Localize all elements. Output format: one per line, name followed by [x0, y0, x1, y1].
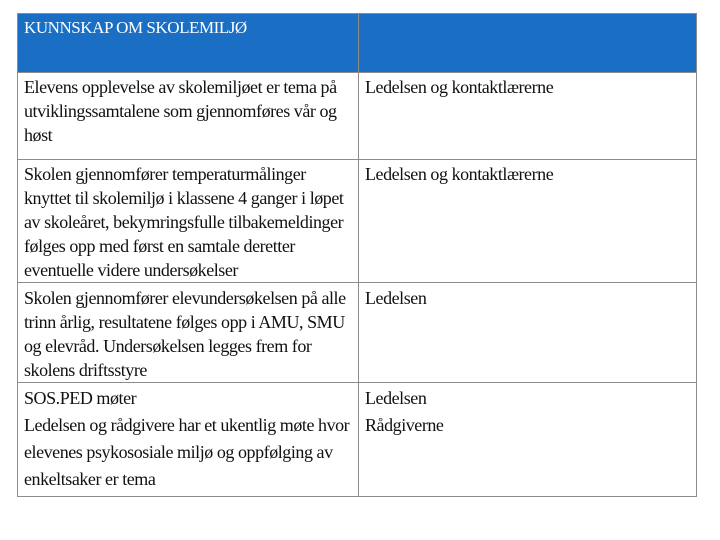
- table-row: [18, 160, 697, 283]
- responsible-text: Ledelsen og kontaktlærerne: [365, 77, 554, 97]
- measure-text: Skolen gjennomfører temperaturmålinger knyttet til skolemiljø i klassene 4 ganger i løpet av skoleåret, bekymringsfulle tilbakemeldinger følges opp med først en samtale deretter eventuelle videre undersøkelser: [24, 164, 344, 280]
- measure-text: Skolen gjennomfører elevundersøkelsen på alle trinn årlig, resultatene følges opp i AMU, SMU og elevråd. Undersøkelsen legges frem for skolens driftsstyre: [24, 288, 346, 380]
- table-row: [18, 383, 697, 497]
- header-title: KUNNSKAP OM SKOLEMILJØ: [24, 18, 247, 37]
- measure-title: SOS.PED møter: [24, 388, 137, 408]
- table-header-row: [18, 14, 697, 73]
- responsible-text-line-2: Rådgiverne: [365, 415, 444, 435]
- measure-cell: [18, 383, 359, 497]
- responsible-text: Ledelsen: [365, 288, 427, 308]
- school-environment-table: [17, 13, 697, 497]
- responsible-cell: [359, 283, 697, 383]
- measure-cell: [18, 73, 359, 160]
- responsible-text-line-1: Ledelsen: [365, 388, 427, 408]
- responsible-cell: [359, 73, 697, 160]
- header-cell-right: [359, 14, 697, 73]
- measure-cell: [18, 160, 359, 283]
- responsible-cell: [359, 383, 697, 497]
- measure-text: Ledelsen og rådgivere har et ukentlig møte hvor elevenes psykososiale miljø og oppfølging av enkeltsaker er tema: [24, 415, 350, 489]
- table-row: [18, 73, 697, 160]
- header-cell-left: [18, 14, 359, 73]
- table-row: [18, 283, 697, 383]
- measure-text: Elevens opplevelse av skolemiljøet er tema på utviklingssamtalene som gjennomføres vår og høst: [24, 77, 337, 145]
- responsible-cell: [359, 160, 697, 283]
- measure-cell: [18, 283, 359, 383]
- responsible-text: Ledelsen og kontaktlærerne: [365, 164, 554, 184]
